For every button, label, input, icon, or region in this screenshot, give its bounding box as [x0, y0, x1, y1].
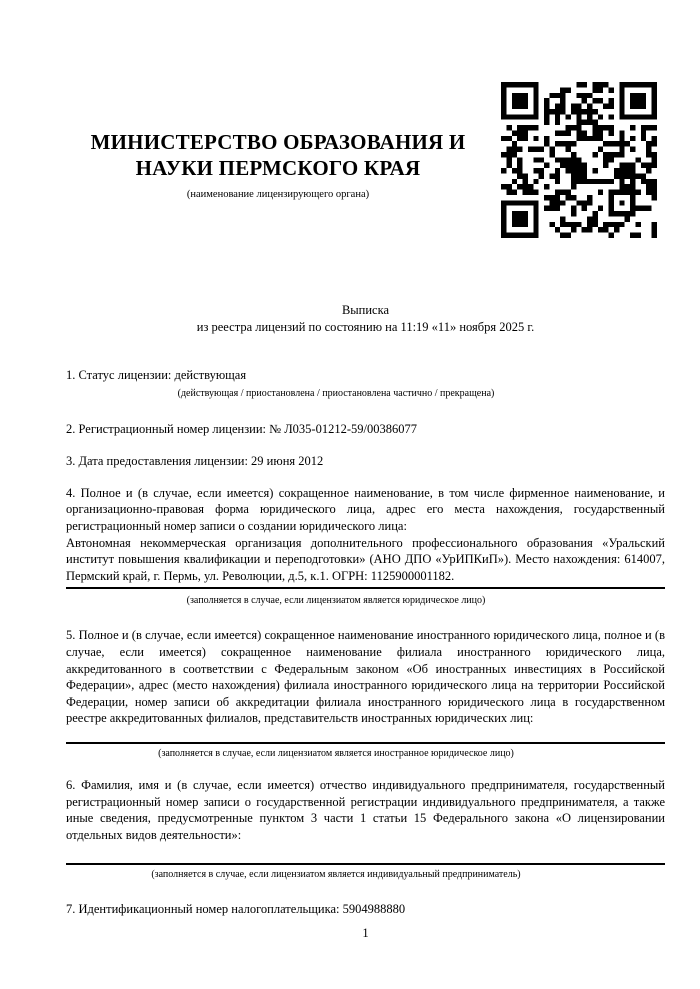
legal-entity-rule	[66, 587, 665, 589]
item-registration-number	[66, 421, 665, 438]
legal-entity-value: Автономная некоммерческая организация дополнительного профессионального образования «Уральский институт повышения квалификации и переподготовки» (АНО ДПО «УрИПКиП»). Место нахождения: 614007, Пермский край, г. Пермь, ул. Революции, д.5, к.1. ОГРН: 1125900001182.	[66, 535, 665, 583]
foreign-entity-blank-line	[66, 727, 665, 739]
ministry-caption: (наименование лицензирующего органа)	[186, 189, 370, 200]
license-status-text: 1. Статус лицензии: действующая	[66, 368, 247, 382]
license-status-options-caption: (действующая / приостановлена / приостановлена частично / прекращена)	[177, 387, 495, 399]
item-individual-entrepreneur	[66, 777, 665, 881]
document-title	[66, 302, 665, 336]
qr-code-icon	[501, 82, 657, 238]
legal-entity-question: 4. Полное и (в случае, если имеется) сокращенное наименование, в том числе фирменное наименование, и организационно-правовая форма юридического лица, адрес его места нахождения, государственный регистрационный номер записи о создании юридического лица:	[66, 485, 665, 533]
ministry-name: МИНИСТЕРСТВО ОБРАЗОВАНИЯ И НАУКИ ПЕРМСКОГО КРАЯ	[90, 130, 466, 180]
document-body	[66, 367, 665, 918]
individual-entrepreneur-blank-line	[66, 843, 665, 860]
legal-entity-caption: (заполняется в случае, если лицензиатом является юридическое лицо)	[186, 595, 486, 607]
taxpayer-number-text: 7. Идентификационный номер налогоплательщика: 5904988880	[66, 902, 406, 917]
document-title-line1: Выписка	[341, 303, 390, 317]
individual-entrepreneur-caption: (заполняется в случае, если лицензиатом является индивидуальный предприниматель)	[151, 869, 521, 881]
foreign-entity-caption: (заполняется в случае, если лицензиатом является иностранное юридическое лицо)	[158, 747, 514, 759]
item-license-status	[66, 367, 665, 400]
foreign-entity-rule	[66, 742, 665, 744]
issuing-authority-block	[66, 129, 490, 201]
document-title-line2: из реестра лицензий по состоянию на 11:19 «11» ноября 2025 г.	[196, 320, 535, 334]
document-header	[66, 82, 665, 238]
registration-number-text: 2. Регистрационный номер лицензии: № Л035-01212-59/00386077	[66, 421, 417, 436]
individual-entrepreneur-question: 6. Фамилия, имя и (в случае, если имеется) отчество индивидуального предпринимателя, государственный регистрационный номер записи о государственной регистрации индивидуального предпринимателя, а также иные сведения, предусмотренные пунктом 3 части 1 статьи 15 Федерального закона «О лицензировании отдельных видов деятельности»:	[66, 777, 665, 842]
individual-entrepreneur-rule	[66, 863, 665, 865]
item-legal-entity	[66, 485, 665, 608]
item-foreign-entity	[66, 627, 665, 760]
grant-date-text: 3. Дата предоставления лицензии: 29 июня 2012	[66, 454, 324, 469]
page-number: 1	[362, 926, 369, 940]
foreign-entity-question: 5. Полное и (в случае, если имеется) сокращенное наименование иностранного юридического лица, полное и (в случае, если имеется) сокращенное наименование филиала иностранного юридического лица, аккредитованного в соответствии с Федеральным законом «Об иностранных инвестициях в Российской Федерации», адрес (место нахождения) филиала иностранного юридического лица на территории Российской Федерации, номер записи об аккредитации филиала иностранного юридического лица в государственном реестре аккредитованных филиалов, представительств иностранных юридических лиц:	[66, 628, 665, 726]
item-taxpayer-number	[66, 901, 665, 918]
item-grant-date	[66, 453, 665, 470]
